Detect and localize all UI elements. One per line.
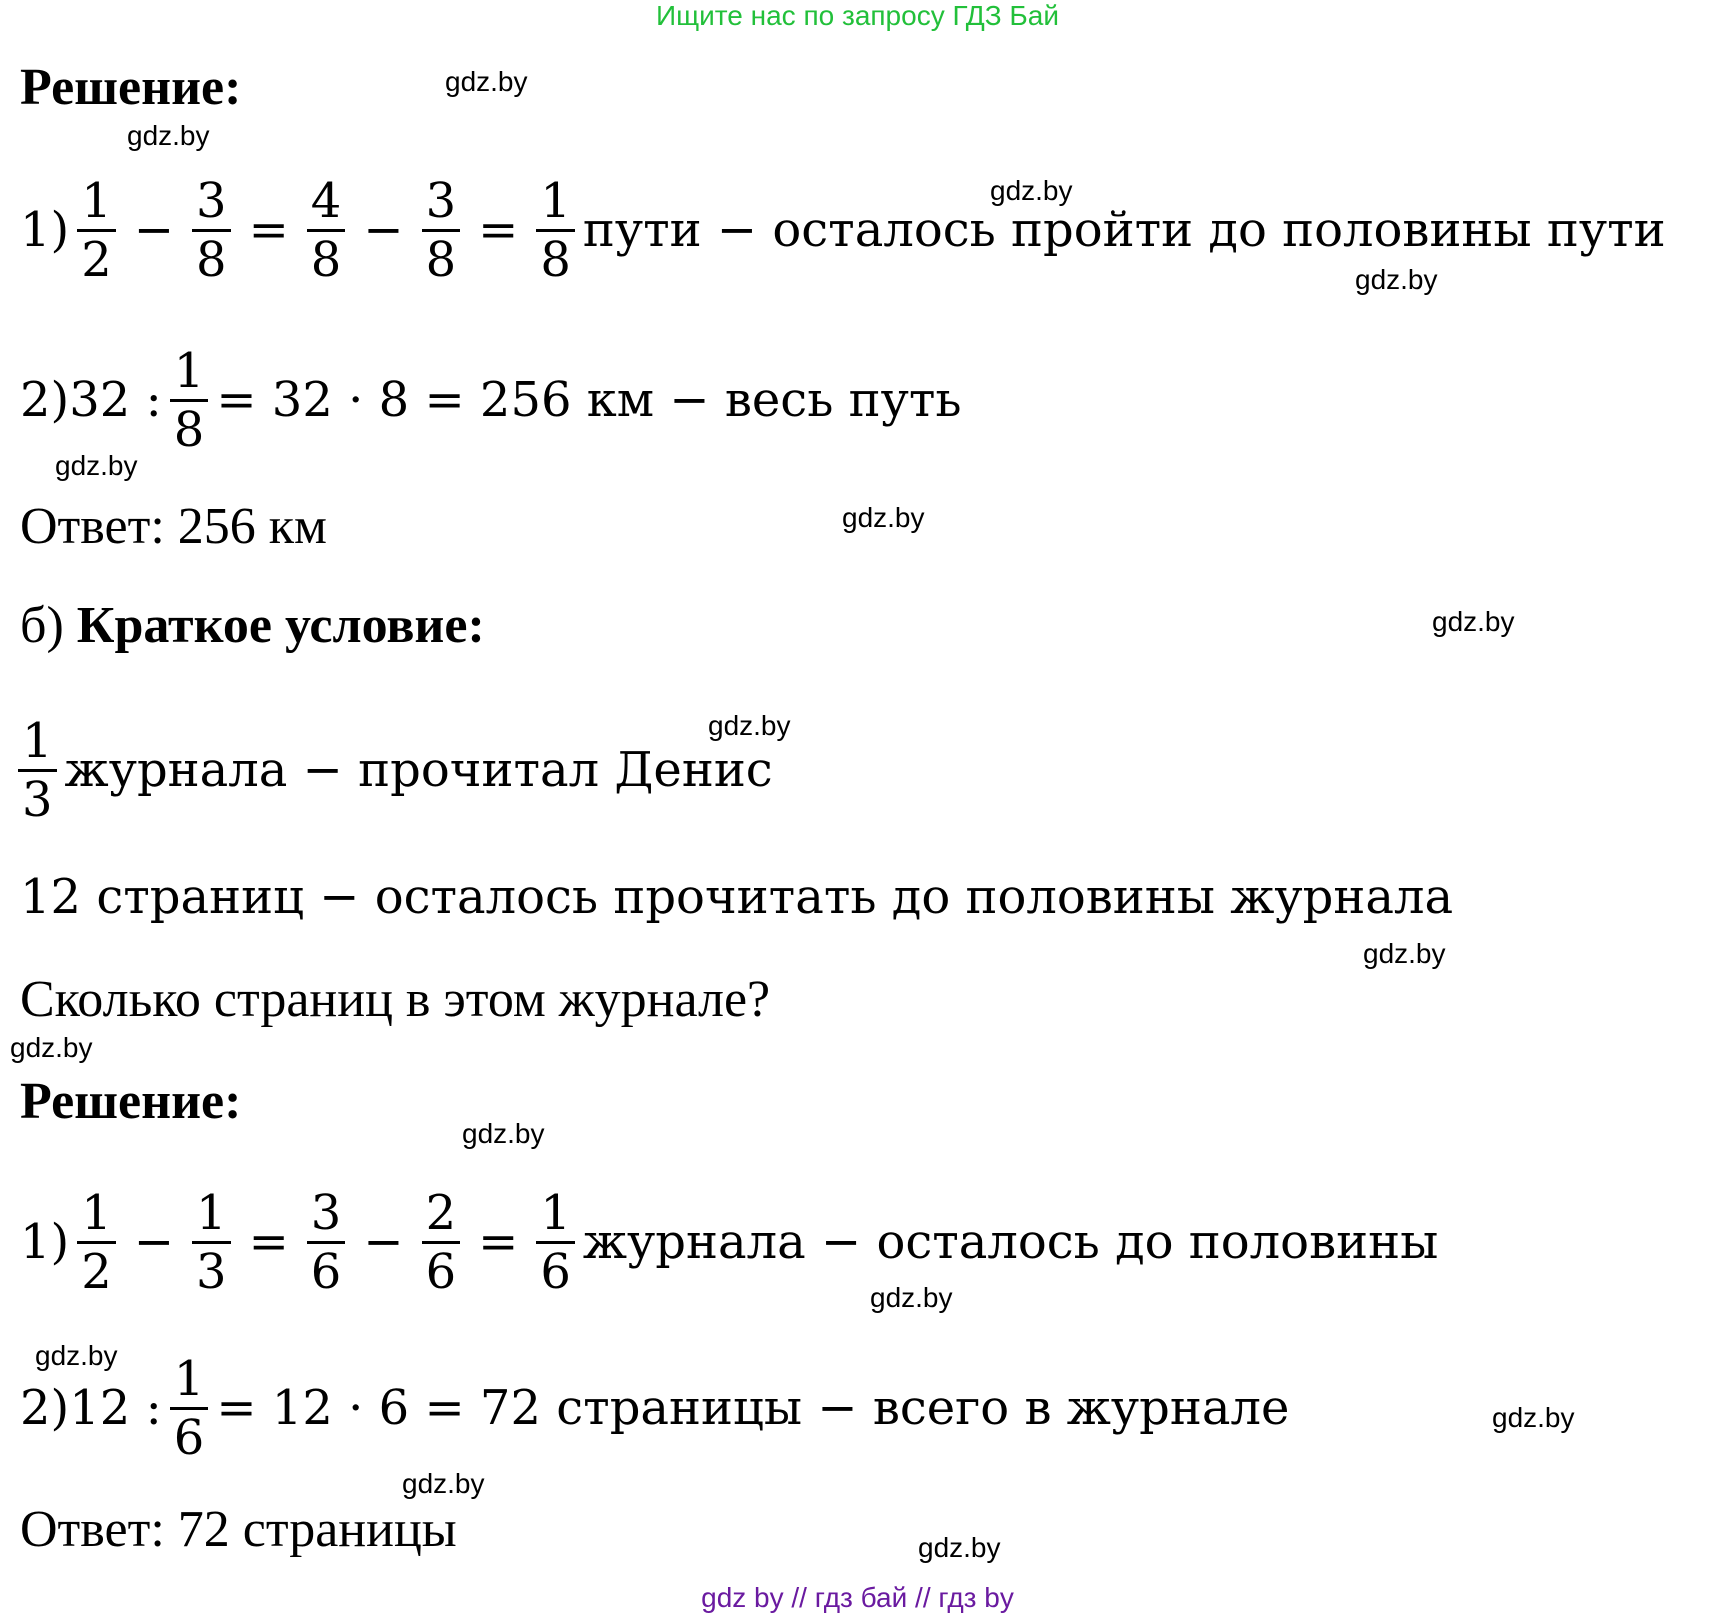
watermark: gdz.by [870,1282,953,1313]
fraction: $\frac{2}{6}$ [422,1185,461,1300]
condition-line-1 [10,700,773,840]
step-prefix: 2)32 : [20,372,162,428]
fraction: $\frac{1}{8}$ [536,173,575,288]
fraction: $\frac{3}{6}$ [307,1185,346,1300]
step-number: 1) [20,1214,70,1270]
top-banner: Ищите нас по запросу ГДЗ Бай [655,0,1060,31]
fraction: $\frac{4}{8}$ [307,173,346,288]
watermark: gdz.by [462,1118,545,1149]
watermark: gdz.by [445,66,528,97]
question: Сколько страниц в этом журнале? [20,971,771,1028]
watermark: gdz.by [1492,1402,1575,1433]
watermark: gdz.by [918,1532,1001,1563]
fraction: $\frac{3}{8}$ [192,173,231,288]
condition-text: журнала − прочитал Денис [64,742,773,798]
fraction: $\frac{1}{8}$ [170,343,209,458]
step1-b [20,1172,1438,1312]
watermark: gdz.by [10,1032,93,1063]
watermark: gdz.by [1355,264,1438,295]
fraction: $\frac{1}{3}$ [18,713,57,828]
condition-heading-b [20,596,485,656]
solution-heading-a: Решение: [20,59,242,116]
operator: = [478,202,519,258]
watermark: gdz.by [35,1340,118,1371]
condition-heading: Краткое условие: [76,597,485,654]
watermark: gdz.by [708,710,791,741]
watermark: gdz.by [55,450,138,481]
part-label: б) [20,597,64,654]
watermark: gdz.by [402,1468,485,1499]
operator: − [133,1214,175,1270]
step-text: = 12 · 6 = 72 страницы − всего в журнале [216,1380,1290,1436]
fraction: $\frac{1}{2}$ [77,173,116,288]
answer-a: Ответ: 256 км [20,498,327,555]
fraction: $\frac{1}{3}$ [192,1185,231,1300]
step-text: пути − осталось пройти до половины пути [582,202,1666,258]
operator: = [248,202,289,258]
fraction: $\frac{1}{6}$ [536,1185,575,1300]
watermark: gdz.by [842,502,925,533]
solution-heading-b: Решение: [20,1073,242,1130]
fraction: $\frac{3}{8}$ [422,173,461,288]
answer-b: Ответ: 72 страницы [20,1501,457,1558]
step-text: = 32 · 8 = 256 км − весь путь [216,372,962,428]
operator: − [133,202,175,258]
step2-b [20,1338,1289,1478]
operator: − [363,202,404,258]
bottom-banner: gdz by // гдз бай // гдз by [701,1582,1014,1613]
fraction: $\frac{1}{2}$ [77,1185,116,1300]
watermark: gdz.by [1432,606,1515,637]
fraction: $\frac{1}{6}$ [170,1351,209,1466]
watermark: gdz.by [990,175,1073,206]
step-number: 1) [20,202,70,258]
operator: = [478,1214,519,1270]
step-text: журнала − осталось до половины [582,1214,1439,1270]
operator: − [363,1214,404,1270]
watermark: gdz.by [1363,938,1446,969]
step-prefix: 2)12 : [20,1380,162,1436]
condition-line-2: 12 страниц − осталось прочитать до половины журнала [20,869,1454,925]
watermark: gdz.by [127,120,210,151]
operator: = [248,1214,289,1270]
step2-a [20,330,962,470]
